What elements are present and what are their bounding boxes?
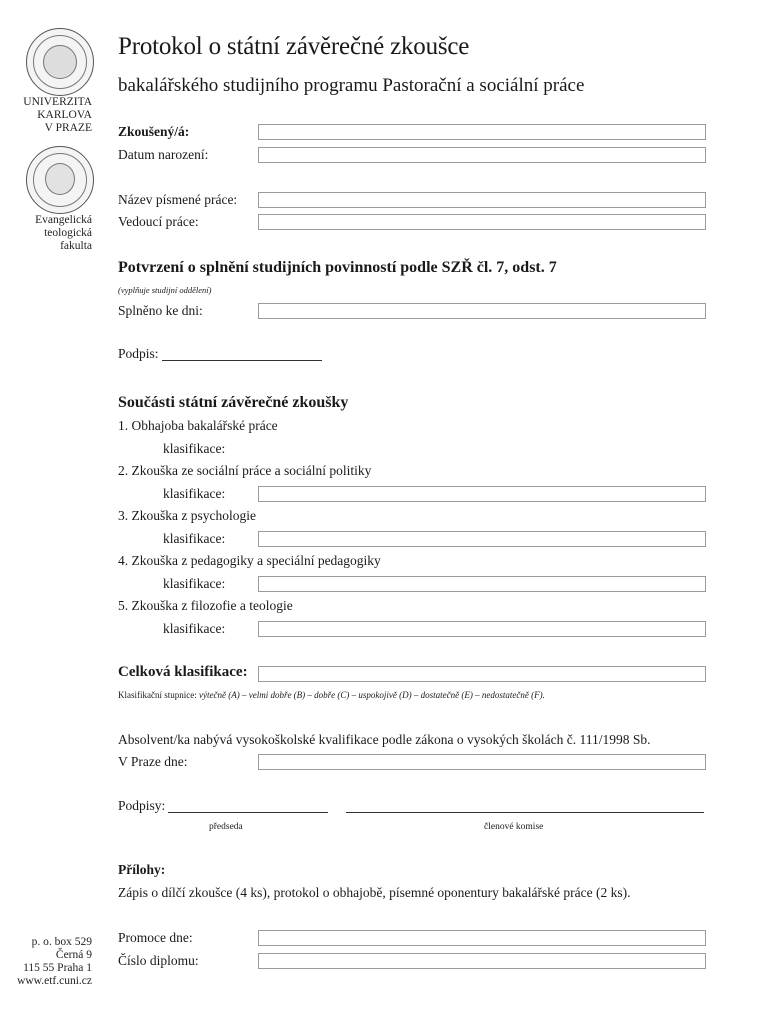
place-date-label: V Praze dne: [118, 754, 188, 769]
confirmation-signature-label: Podpis: [118, 346, 159, 361]
place-date-field[interactable] [258, 754, 706, 770]
members-signature-line[interactable] [346, 812, 704, 813]
supervisor-field[interactable] [258, 214, 706, 230]
promotion-date-field[interactable] [258, 930, 706, 946]
component-item: 3. Zkouška z psychologie [118, 508, 256, 523]
chair-signature-line[interactable] [168, 812, 328, 813]
confirmation-heading: Potvrzení o splnění studijních povinností podle SZŘ čl. 7, odst. 7 [118, 259, 557, 276]
overall-grade-label: Celková klasifikace: [118, 664, 248, 680]
faculty-seal [26, 146, 94, 214]
confirmation-note: (vyplňuje studijní oddělení) [118, 285, 212, 295]
overall-grade-field[interactable] [258, 666, 706, 682]
grade-field[interactable] [258, 486, 706, 502]
completed-date-field[interactable] [258, 303, 706, 319]
chair-caption: předseda [209, 822, 243, 832]
component-item: 1. Obhajoba bakalářské práce [118, 418, 278, 433]
component-item: 5. Zkouška z filozofie a teologie [118, 598, 293, 613]
grade-label: klasifikace: [163, 621, 226, 636]
birth-date-field[interactable] [258, 147, 706, 163]
faculty-name: Evangelická teologická fakulta [35, 214, 92, 252]
component-item: 2. Zkouška ze sociální práce a sociální politiky [118, 463, 372, 478]
birth-date-label: Datum narození: [118, 147, 209, 162]
promotion-date-label: Promoce dne: [118, 930, 193, 945]
diploma-number-label: Číslo diplomu: [118, 953, 199, 968]
faculty-address: p. o. box 529 Černá 9 115 55 Praha 1 www.etf.cuni.cz [17, 936, 92, 987]
signatures-label: Podpisy: [118, 798, 166, 813]
completed-date-label: Splněno ke dni: [118, 303, 203, 318]
grade-label: klasifikace: [163, 576, 226, 591]
attachments-heading: Přílohy: [118, 862, 166, 877]
grade-field[interactable] [258, 621, 706, 637]
examinee-field[interactable] [258, 124, 706, 140]
qualification-statement: Absolvent/ka nabývá vysokoškolské kvalifikace podle zákona o vysokých školách č. 111/1998 Sb. [118, 732, 651, 747]
page-subtitle: bakalářského studijního programu Pastorační a sociální práce [118, 75, 585, 96]
supervisor-label: Vedoucí práce: [118, 214, 199, 229]
diploma-number-field[interactable] [258, 953, 706, 969]
component-item: 4. Zkouška z pedagogiky a speciální pedagogiky [118, 553, 381, 568]
grade-label: klasifikace: [163, 531, 226, 546]
grade-field[interactable] [258, 531, 706, 547]
examinee-label: Zkoušený/á: [118, 124, 190, 139]
university-seal [26, 28, 94, 96]
grade-label: klasifikace: [163, 486, 226, 501]
thesis-title-field[interactable] [258, 192, 706, 208]
thesis-title-label: Název písmené práce: [118, 192, 238, 207]
members-caption: členové komise [484, 822, 544, 832]
confirmation-signature-line[interactable] [162, 360, 322, 361]
grade-label: klasifikace: [163, 441, 226, 456]
grading-scale: Klasifikační stupnice: výtečně (A) – velmi dobře (B) – dobře (C) – uspokojivě (D) – dostatečně (E) – nedostatečně (F). [118, 690, 545, 700]
grade-field[interactable] [258, 576, 706, 592]
components-heading: Součásti státní závěrečné zkoušky [118, 394, 349, 411]
university-name: UNIVERZITA KARLOVA V PRAZE [23, 96, 92, 134]
page-title: Protokol o státní závěrečné zkoušce [118, 33, 470, 60]
attachments-text: Zápis o dílčí zkoušce (4 ks), protokol o obhajobě, písemné oponentury bakalářské práce (2 ks). [118, 885, 631, 900]
